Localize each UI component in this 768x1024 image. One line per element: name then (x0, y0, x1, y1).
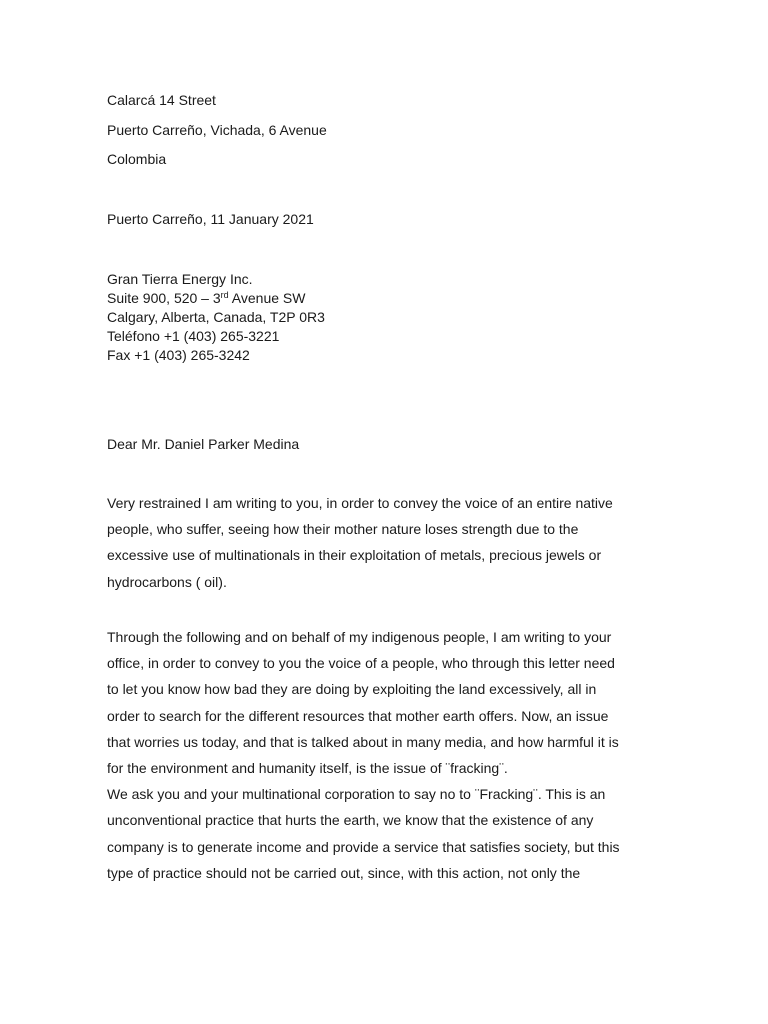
recipient-suite-suffix: Avenue SW (228, 290, 306, 306)
recipient-suite (107, 289, 325, 308)
paragraph-line: company is to generate income and provide a service that satisfies society, but this (107, 838, 620, 855)
paragraph-line: We ask you and your multinational corporation to say no to ¨Fracking¨. This is an (107, 786, 606, 803)
recipient-fax: Fax +1 (403) 265-3242 (107, 347, 250, 363)
sender-street: Calarcá 14 Street (107, 92, 216, 108)
recipient-suite-ordinal: rd (220, 290, 229, 300)
paragraph-line: Very restrained I am writing to you, in order to convey the voice of an entire native (107, 495, 613, 511)
salutation: Dear Mr. Daniel Parker Medina (107, 436, 300, 452)
paragraph-line: unconventional practice that hurts the earth, we know that the existence of any (107, 812, 594, 829)
date-line: Puerto Carreño, 11 January 2021 (107, 211, 314, 227)
paragraph-line: order to search for the different resources that mother earth offers. Now, an issue (107, 707, 609, 724)
sender-city: Puerto Carreño, Vichada, 6 Avenue (107, 122, 327, 138)
paragraph-2 (107, 624, 667, 886)
recipient-address (107, 270, 325, 365)
recipient-city: Calgary, Alberta, Canada, T2P 0R3 (107, 309, 325, 325)
sender-country: Colombia (107, 151, 167, 167)
paragraph-line: excessive use of multinationals in their exploitation of metals, precious jewels or (107, 547, 602, 564)
paragraph-line: that worries us today, and that is talked about in many media, and how harmful it is (107, 733, 619, 750)
paragraph-line: Through the following and on behalf of my indigenous people, I am writing to your (107, 629, 612, 645)
recipient-company: Gran Tierra Energy Inc. (107, 271, 253, 287)
paragraph-line: type of practice should not be carried out, since, with this action, not only the (107, 864, 581, 881)
paragraph-line: to let you know how bad they are doing by exploiting the land excessively, all in (107, 681, 597, 698)
paragraph-line: hydrocarbons ( oil). (107, 573, 227, 590)
recipient-phone: Teléfono +1 (403) 265-3221 (107, 328, 280, 344)
paragraph-line: people, who suffer, seeing how their mother nature loses strength due to the (107, 521, 579, 538)
recipient-suite-prefix: Suite 900, 520 – 3 (107, 290, 221, 306)
paragraph-line: for the environment and humanity itself, is the issue of ¨fracking¨. (107, 760, 508, 777)
paragraph-line: office, in order to convey to you the voice of a people, who through this letter need (107, 655, 615, 672)
paragraph-1 (107, 490, 667, 595)
